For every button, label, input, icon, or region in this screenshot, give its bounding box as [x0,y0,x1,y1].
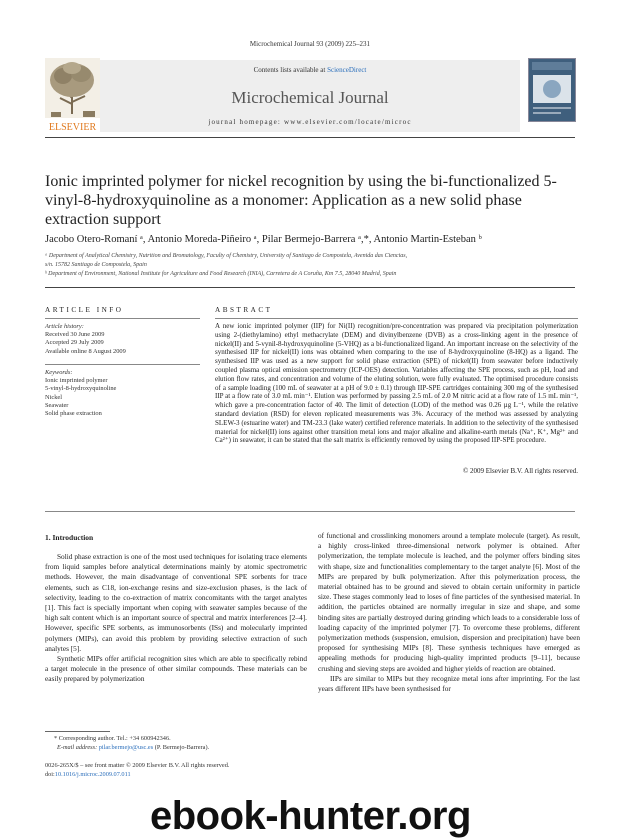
article-title: Ionic imprinted polymer for nickel recognition by using the bi-functionalized 5-vinyl-8-hydroxyquinoline as a monomer: Application as a new solid phase extraction support [45,173,557,228]
doi-link[interactable]: 10.1016/j.microc.2009.07.011 [54,771,131,778]
journal-homepage[interactable]: journal homepage: www.elsevier.com/locate/microc [208,118,412,126]
corresponding-author-note: * Corresponding author. Tel.: +34 600942346. [54,735,171,742]
abstract-copyright: © 2009 Elsevier B.V. All rights reserved. [462,467,578,475]
right-column [318,531,580,694]
publisher-name: ELSEVIER [48,122,97,133]
keyword-item: Solid phase extraction [45,410,102,418]
issn-line: 0026-265X/$ – see front matter © 2009 Elsevier B.V. All rights reserved. [45,762,230,769]
email-line [57,744,307,752]
keyword-item: Seawater [45,401,69,409]
article-history [45,323,200,356]
affiliation-a: ᵃ Department of Analytical Chemistry, Nutrition and Bromatology, Faculty of Chemistry, University of Santiago de Compostela, Avenida das Ciencias, [45,253,408,259]
doi-label: doi: [45,771,55,778]
article-info-rule [45,318,200,319]
author-list: Jacobo Otero-Romaní ᵃ, Antonio Moreda-Piñeiro ᵃ, Pilar Bermejo-Barrera ᵃ,*, Antonio Martin-Esteban ᵇ [45,234,482,245]
journal-cover-thumbnail [528,58,576,122]
footnote-rule [45,731,110,732]
elsevier-logo [45,58,100,134]
online-date: Available online 8 August 2009 [45,347,126,355]
keywords-rule [45,364,200,365]
section-heading: 1. Introduction [45,533,94,542]
keywords-block [45,369,200,418]
paragraph: Solid phase extraction is one of the most used techniques for isolating trace elements from liquid samples before analytical determinations mainly by atomic spectrometric methods. However, the main disadvantage of conventional SPE sorbents for trace elements, such as C18, ion-exchange resins and size-exclusion phases, is the lack of selectivity, leading to the co-extraction of matrix concomitants with the target analytes [1]. This fact is specially important when coping with seawater samples because of the high salt content which is an important source of spectral and matrix interferences [2–4]. However, specific SPE sorbents, as immunosorbents (ISs) and molecularly imprinted polymers (MIPs), can avoid this problem by providing selective extraction of such analytes [5]. [45,552,307,653]
article-info-heading: ARTICLE INFO [45,306,124,314]
contents-prefix: Contents lists available at [253,66,328,74]
history-label: Article history: [45,323,84,330]
body-divider [45,511,575,512]
sciencedirect-link[interactable]: ScienceDirect [327,66,367,74]
keywords-label: Keywords: [45,369,73,376]
journal-reference: Microchemical Journal 93 (2009) 225–231 [249,40,371,48]
email-link[interactable]: pilar.bermejo@usc.es [98,744,154,751]
abstract-heading: ABSTRACT [215,306,273,314]
left-column [45,552,307,685]
doi-line [45,771,345,779]
abstract-text: A new ionic imprinted polymer (IIP) for Ni(II) recognition/pre-concentration was prepared via precipitation polymerization using 2-(diethylamino) ethyl methacrylate (DEM) and divinylbenzene (DVB) as a cross-linking agent in the presence of nickel(II) and 5-vynil-8-hydroxyquinoline (5-VHQ) as a bi-functionalized ligand. An important increase on the selectivity of the synthesised IIP for nickel(II) ions was obtained when comparing to the use of 8-hydroxyquinoline (8-HQ) as a ligand. The synthesised IIP was used as a new support for solid phase extraction (SPE) of nickel(II) from seawater before inductively coupled plasma optical emission spectrometry (ICP-OES) detection. Variables affecting the SPE process, such as pH, load and elution flow rates, and concentration and volume of the eluting solution, were fully evaluated. The optimised procedure consists of a sample loading (100 mL of seawater at a pH of 9.0 ± 0.1) through IIP-SPE cartridges containing 300 mg of the synthesised IIP at a flow rate of 3.0 mL min⁻¹. Elution was performed by passing 2.5 mL of 2.0 M nitric acid at a flow rate of 1.5 mL min⁻¹, which gave a pre-concentration factor of 40. The limit of detection (LOD) of the method was 0.26 µg L⁻¹, while the relative standard deviation (RSD) for eleven replicated measurements was 3%. Accuracy of the method was assessed by analyzing SLEW-3 (estuarine water) and TM-23.3 (lake water) certified reference materials. In addition to the selectivity of the synthesised material for nickel(II) ions against other transition metal ions and major alkaline and alkaline-earth metals (Na⁺, K⁺, Mg²⁺ and Ca²⁺) in seawater, it can be stated that the salt matrix is efficiently removed by using the proposed IIP-SPE procedure. [215,322,578,445]
accepted-date: Accepted 29 July 2009 [45,339,104,347]
keyword-item: Ionic imprinted polymer [45,377,108,385]
contents-line [100,66,520,74]
header-divider [45,137,575,138]
paragraph: of functional and crosslinking monomers around a template molecule (target). As result, a highly cross-linked three-dimensional network polymer is obtained. After polymerization, the template molecule is leached, and the polymer offers binding sites with shape, size and functionalities complementary to the target analyte [6]. Most of the MIPs are prepared by bulk polymerization. After this polymerization process, the material obtained has to be ground and sieved to obtain certain uniformity in particle size. These stages commonly lead to loses of fine particles of the synthesised material. In addition, the particles obtained are normally irregular in size and shape, and some binding sites are partially destroyed during grinding which leads to a considerable loss of loading capacity of the imprinted polymer [7]. To overcome these problems, different polymerization methods (suspension, emulsion, dispersion and precipitation) have been proposed for synthesising MIPs [8]. These synthesis techniques have emerged as appealing methods for producing high-quality imprinted products [9–11], because crushing and sieving steps are avoided and higher yields of reaction are obtained. [318,531,580,673]
email-label: E-mail address: [57,744,99,751]
keyword-item: Nickel [45,393,63,401]
journal-title: Microchemical Journal [231,88,389,107]
elsevier-tree-icon [45,58,100,134]
affiliation-b: ᵇ Department of Environment, National Institute for Agriculture and Food Research (INIA), Carretera de A Coruña, Km 7.5, 28040 Madrid, Spain [45,271,397,277]
paragraph: IIPs are similar to MIPs but they recognize metal ions after imprinting. For the last years different IIPs have been synthesised for [318,673,580,694]
affiliation-a-cont: s/n. 15782 Santiago de Compostela, Spain [45,262,147,268]
email-suffix: (P. Bermejo-Barrera). [153,744,210,751]
watermark-text: ebook-hunter.org [150,794,471,838]
paragraph: Synthetic MIPs offer artificial recognition sites which are able to specifically rebind a target molecule in the presence of other similar compounds. These materials can be easily prepared by polymerization [45,654,307,684]
abstract-rule [215,318,578,319]
received-date: Received 30 June 2009 [45,331,105,339]
title-divider [45,287,575,288]
keyword-item: 5-vinyl-8-hydroxyquinoline [45,385,117,393]
